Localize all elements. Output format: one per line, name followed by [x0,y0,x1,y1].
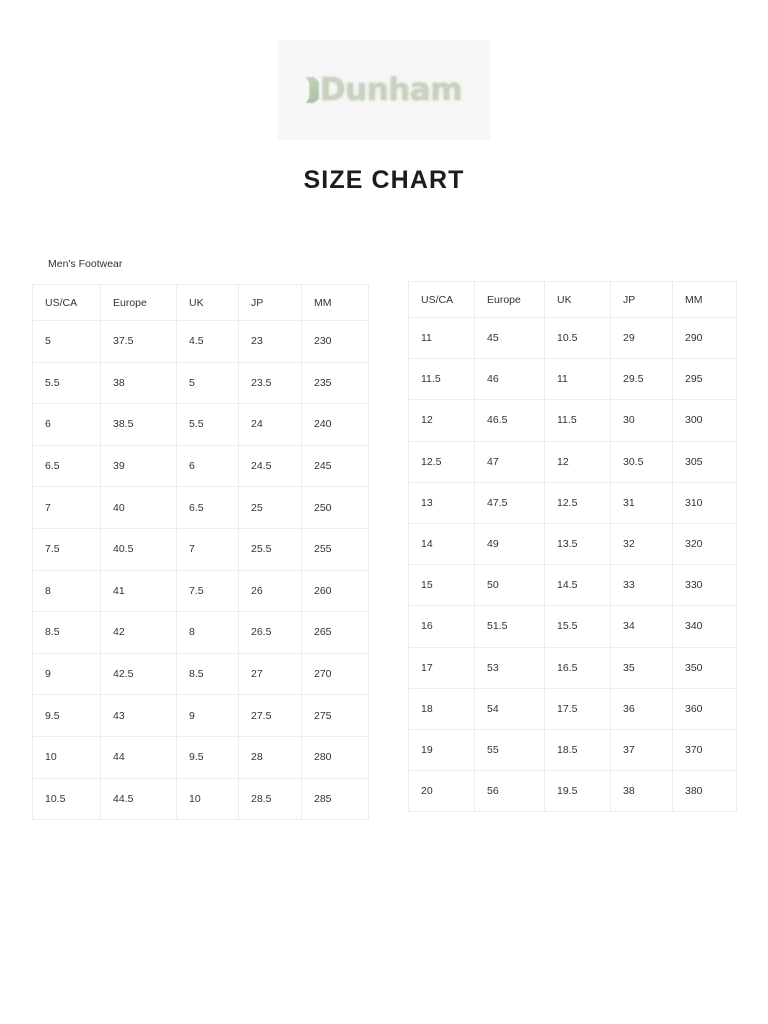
cell: 6.5 [33,445,101,487]
table-row [409,565,737,606]
cell: 26.5 [239,612,302,654]
cell: 20 [409,771,475,812]
table-row [33,528,369,570]
cell: 8.5 [33,612,101,654]
table-row [409,482,737,523]
cell: 255 [302,528,369,570]
cell: 36 [611,688,673,729]
cell: 245 [302,445,369,487]
cell: 25.5 [239,528,302,570]
cell: 9.5 [177,736,239,778]
cell: 310 [673,482,737,523]
table-row [409,729,737,770]
cell: 42 [101,612,177,654]
cell: 19 [409,729,475,770]
cell: 55 [475,729,545,770]
cell: 5.5 [33,362,101,404]
table-row [409,523,737,564]
cell: 50 [475,565,545,606]
table-row [33,695,369,737]
cell: 300 [673,400,737,441]
cell: 42.5 [101,653,177,695]
cell: 4.5 [177,321,239,363]
cell: 54 [475,688,545,729]
cell: 10 [177,778,239,820]
cell: 46 [475,359,545,400]
cell: 35 [611,647,673,688]
table-header-row [409,282,737,318]
column-header: MM [302,285,369,321]
cell: 360 [673,688,737,729]
cell: 32 [611,523,673,564]
cell: 11.5 [545,400,611,441]
cell: 47.5 [475,482,545,523]
cell: 11 [409,318,475,359]
cell: 8 [33,570,101,612]
cell: 305 [673,441,737,482]
cell: 340 [673,606,737,647]
cell: 350 [673,647,737,688]
table-row [33,404,369,446]
table-row [409,441,737,482]
table-row [33,570,369,612]
cell: 49 [475,523,545,564]
cell: 280 [302,736,369,778]
size-table-left [32,284,369,820]
cell: 43 [101,695,177,737]
column-header: MM [673,282,737,318]
cell: 24.5 [239,445,302,487]
cell: 37 [611,729,673,770]
cell: 38 [611,771,673,812]
cell: 13 [409,482,475,523]
cell: 260 [302,570,369,612]
cell: 5.5 [177,404,239,446]
cell: 29 [611,318,673,359]
cell: 10 [33,736,101,778]
cell: 9 [177,695,239,737]
cell: 250 [302,487,369,529]
page-title: SIZE CHART [303,166,465,194]
cell: 26 [239,570,302,612]
cell: 10.5 [33,778,101,820]
cell: 37.5 [101,321,177,363]
column-header: JP [239,285,302,321]
cell: 5 [33,321,101,363]
cell: 23 [239,321,302,363]
cell: 11.5 [409,359,475,400]
cell: 39 [101,445,177,487]
cell: 8.5 [177,653,239,695]
cell: 30 [611,400,673,441]
cell: 14 [409,523,475,564]
table-row [33,612,369,654]
table-row [33,445,369,487]
table-row [409,688,737,729]
cell: 230 [302,321,369,363]
cell: 12 [409,400,475,441]
cell: 6 [177,445,239,487]
cell: 295 [673,359,737,400]
cell: 11 [545,359,611,400]
cell: 13.5 [545,523,611,564]
column-header: Europe [101,285,177,321]
cell: 27 [239,653,302,695]
cell: 320 [673,523,737,564]
table-row [33,362,369,404]
cell: 44 [101,736,177,778]
section-caption: Men's Footwear [48,258,123,270]
cell: 33 [611,565,673,606]
cell: 275 [302,695,369,737]
cell: 14.5 [545,565,611,606]
cell: 240 [302,404,369,446]
brand-logo-text [306,72,462,108]
cell: 18 [409,688,475,729]
table-row [409,771,737,812]
cell: 41 [101,570,177,612]
cell: 24 [239,404,302,446]
cell: 16.5 [545,647,611,688]
cell: 7 [177,528,239,570]
cell: 17.5 [545,688,611,729]
size-table-right [408,281,737,812]
table-header-row [33,285,369,321]
cell: 27.5 [239,695,302,737]
table-row [409,400,737,441]
table-row [409,647,737,688]
cell: 44.5 [101,778,177,820]
column-header: UK [177,285,239,321]
cell: 18.5 [545,729,611,770]
cell: 56 [475,771,545,812]
cell: 15.5 [545,606,611,647]
column-header: Europe [475,282,545,318]
cell: 10.5 [545,318,611,359]
cell: 45 [475,318,545,359]
cell: 380 [673,771,737,812]
cell: 8 [177,612,239,654]
cell: 31 [611,482,673,523]
cell: 285 [302,778,369,820]
table-row [33,653,369,695]
table-row [409,606,737,647]
cell: 40.5 [101,528,177,570]
cell: 16 [409,606,475,647]
cell: 5 [177,362,239,404]
cell: 30.5 [611,441,673,482]
cell: 29.5 [611,359,673,400]
cell: 53 [475,647,545,688]
cell: 330 [673,565,737,606]
brand-logo-block [278,40,490,140]
cell: 6.5 [177,487,239,529]
table-row [33,321,369,363]
cell: 6 [33,404,101,446]
table-row [33,778,369,820]
cell: 46.5 [475,400,545,441]
cell: 40 [101,487,177,529]
column-header: US/CA [33,285,101,321]
column-header: US/CA [409,282,475,318]
cell: 370 [673,729,737,770]
cell: 19.5 [545,771,611,812]
cell: 28 [239,736,302,778]
cell: 7.5 [177,570,239,612]
cell: 265 [302,612,369,654]
table-row [33,487,369,529]
cell: 12 [545,441,611,482]
cell: 23.5 [239,362,302,404]
table-row [409,359,737,400]
dunham-d-mark-icon [306,77,319,103]
table-row [33,736,369,778]
cell: 38.5 [101,404,177,446]
column-header: JP [611,282,673,318]
cell: 290 [673,318,737,359]
cell: 235 [302,362,369,404]
cell: 28.5 [239,778,302,820]
cell: 47 [475,441,545,482]
cell: 15 [409,565,475,606]
cell: 12.5 [409,441,475,482]
column-header: UK [545,282,611,318]
cell: 7.5 [33,528,101,570]
cell: 17 [409,647,475,688]
cell: 9.5 [33,695,101,737]
cell: 12.5 [545,482,611,523]
brand-name: Dunham [319,72,463,108]
cell: 38 [101,362,177,404]
cell: 51.5 [475,606,545,647]
table-row [409,318,737,359]
cell: 7 [33,487,101,529]
cell: 25 [239,487,302,529]
cell: 9 [33,653,101,695]
cell: 34 [611,606,673,647]
cell: 270 [302,653,369,695]
